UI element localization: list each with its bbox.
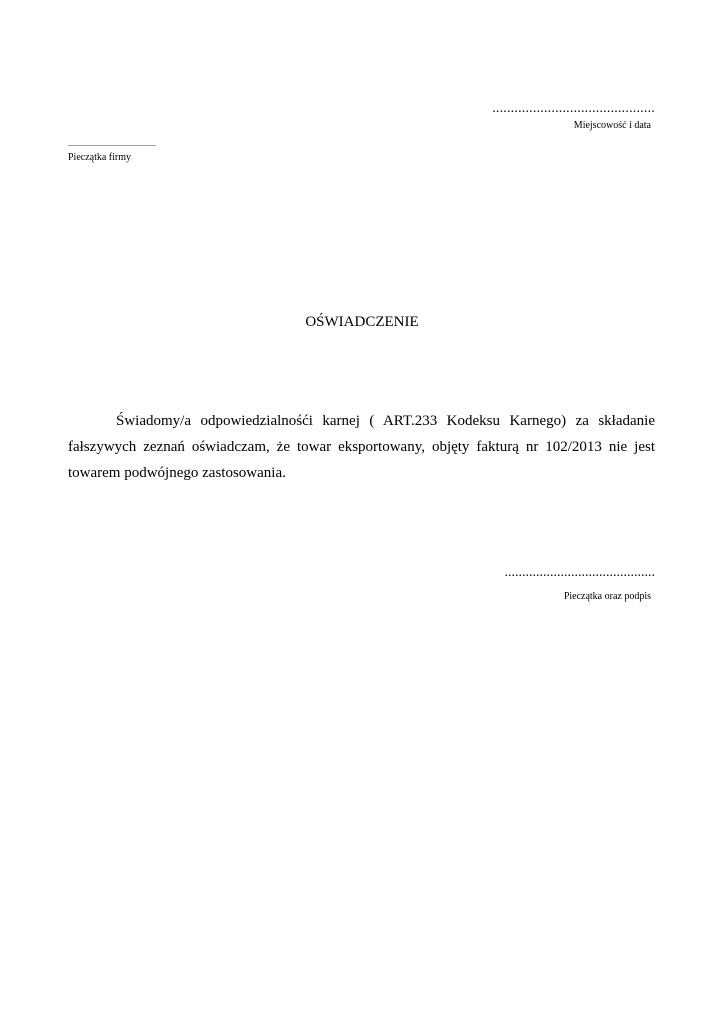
- company-stamp-dotted-line: ............................................: [68, 139, 156, 148]
- statement-line: fałszywych zeznań oświadczam, że towar eksportowany, objęty fakturą nr 102/2013 nie jest: [68, 439, 655, 455]
- place-date-label: Miejscowość i data: [573, 120, 651, 131]
- company-stamp-label: Pieczątka firmy: [68, 152, 132, 163]
- statement-line: Świadomy/a odpowiedzialnośći karnej ( ART.233 Kodeksu Karnego) za składanie: [116, 413, 655, 429]
- signature-label: Pieczątka oraz podpis: [563, 591, 651, 602]
- document-title: OŚWIADCZENIE: [305, 314, 419, 330]
- signature-dotted-line: ...........................................: [504, 565, 655, 580]
- statement-body: [68, 408, 655, 486]
- place-date-dotted-line: ............................................: [492, 101, 655, 116]
- statement-line: towarem podwójnego zastosowania.: [68, 465, 286, 481]
